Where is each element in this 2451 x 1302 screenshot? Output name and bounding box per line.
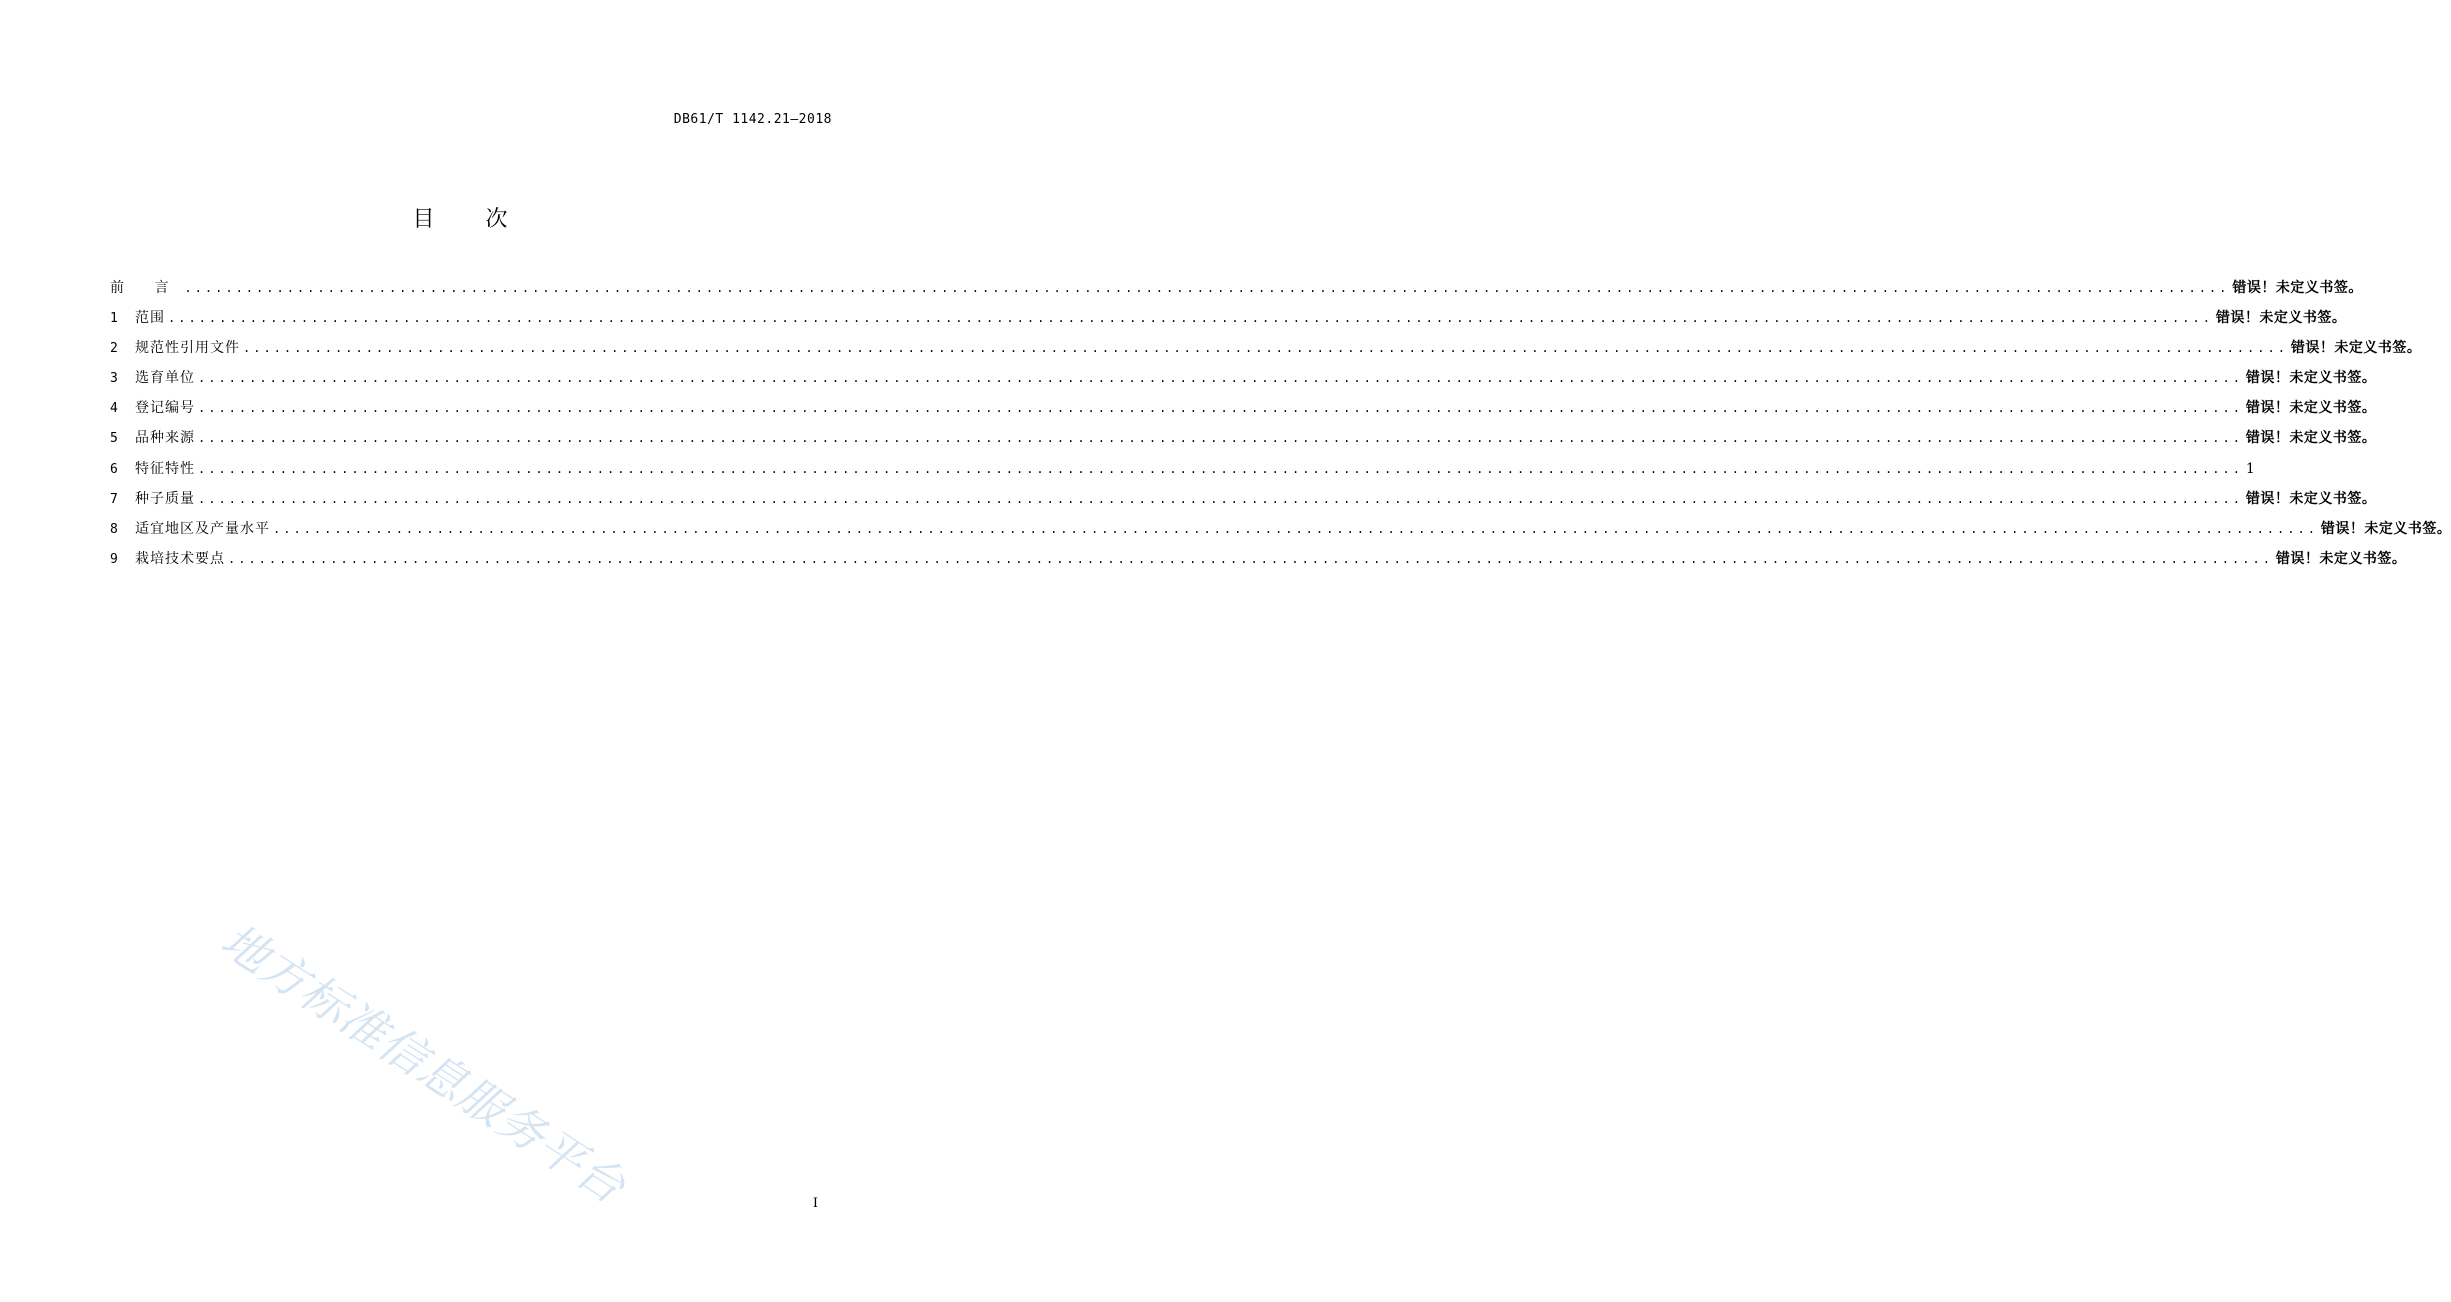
toc-entry-page: 错误！未定义书签。 (2245, 400, 2377, 417)
toc-entry-label: 品种来源 (135, 430, 195, 447)
toc-entry-number: 9 (110, 551, 118, 567)
watermark: 地方标准信息服务平台 (211, 912, 636, 1215)
toc-leader-dots: ........................................................................................................................................................................................................ (168, 311, 2213, 326)
toc-entry-number: 4 (110, 401, 118, 417)
toc-entry-page: 错误！未定义书签。 (2320, 520, 2451, 537)
toc-entry-2[interactable] (110, 337, 2422, 367)
toc-leader-dots: ........................................................................................................................................................................................................ (198, 371, 2243, 386)
standard-code: DB61/T 1142.21—2018 (673, 112, 832, 127)
toc-entry-number: 1 (110, 311, 118, 327)
toc-leader-dots: ........................................................................................................................................................................................................ (228, 551, 2273, 566)
toc-entry-3[interactable] (110, 367, 2377, 397)
toc-entry-number: 7 (110, 491, 118, 507)
toc-entry-label: 栽培技术要点 (135, 550, 225, 567)
page-number: I (812, 1196, 818, 1211)
toc-title: 目 次 (412, 207, 530, 232)
toc-entry-label: 特征特性 (135, 460, 195, 477)
toc-leader-dots: ........................................................................................................................................................................................................ (243, 341, 2288, 356)
toc-entry-label: 种子质量 (135, 490, 195, 507)
toc-entry-6[interactable] (110, 458, 2256, 488)
table-of-contents (110, 277, 2451, 578)
toc-entry-page: 错误！未定义书签。 (2290, 340, 2422, 357)
toc-entry-page: 错误！未定义书签。 (2245, 430, 2377, 447)
toc-entry-number: 2 (110, 341, 118, 357)
toc-entry-label: 范围 (135, 310, 165, 327)
toc-entry-number: 5 (110, 431, 118, 447)
toc-entry-page: 错误！未定义书签。 (2232, 280, 2363, 296)
toc-entry-label: 选育单位 (135, 370, 195, 387)
toc-entry-page: 错误！未定义书签。 (2245, 490, 2377, 507)
toc-entry-page: 错误！未定义书签。 (2215, 310, 2347, 327)
toc-entry-7[interactable] (110, 488, 2377, 518)
toc-entry-preface[interactable] (110, 277, 2363, 307)
toc-entry-number: 8 (110, 521, 118, 537)
toc-entry-5[interactable] (110, 427, 2377, 457)
toc-entry-1[interactable] (110, 307, 2347, 337)
toc-entry-label: 适宜地区及产量水平 (135, 520, 270, 537)
toc-entry-label: 前 言 (110, 280, 182, 296)
toc-entry-label: 规范性引用文件 (135, 340, 240, 357)
toc-entry-9[interactable] (110, 548, 2407, 578)
toc-entry-label: 登记编号 (135, 400, 195, 417)
toc-leader-dots: ........................................................................................................................................................................................................ (198, 401, 2243, 416)
toc-leader-dots: ........................................................................................................................................................................................................ (198, 431, 2243, 446)
toc-leader-dots: ........................................................................................................................................................................................................ (198, 461, 2243, 476)
toc-entry-page: 错误！未定义书签。 (2275, 550, 2407, 567)
toc-entry-4[interactable] (110, 397, 2377, 427)
toc-entry-page: 错误！未定义书签。 (2245, 370, 2377, 387)
toc-entry-number: 3 (110, 371, 118, 387)
toc-leader-dots: ........................................................................................................................................................................................................ (198, 491, 2243, 506)
toc-leader-dots: ........................................................................................................................................................................................................ (184, 281, 2230, 295)
toc-entry-page: 1 (2245, 460, 2256, 477)
toc-leader-dots: ........................................................................................................................................................................................................ (273, 521, 2318, 536)
toc-entry-number: 6 (110, 461, 118, 477)
toc-entry-8[interactable] (110, 518, 2451, 548)
